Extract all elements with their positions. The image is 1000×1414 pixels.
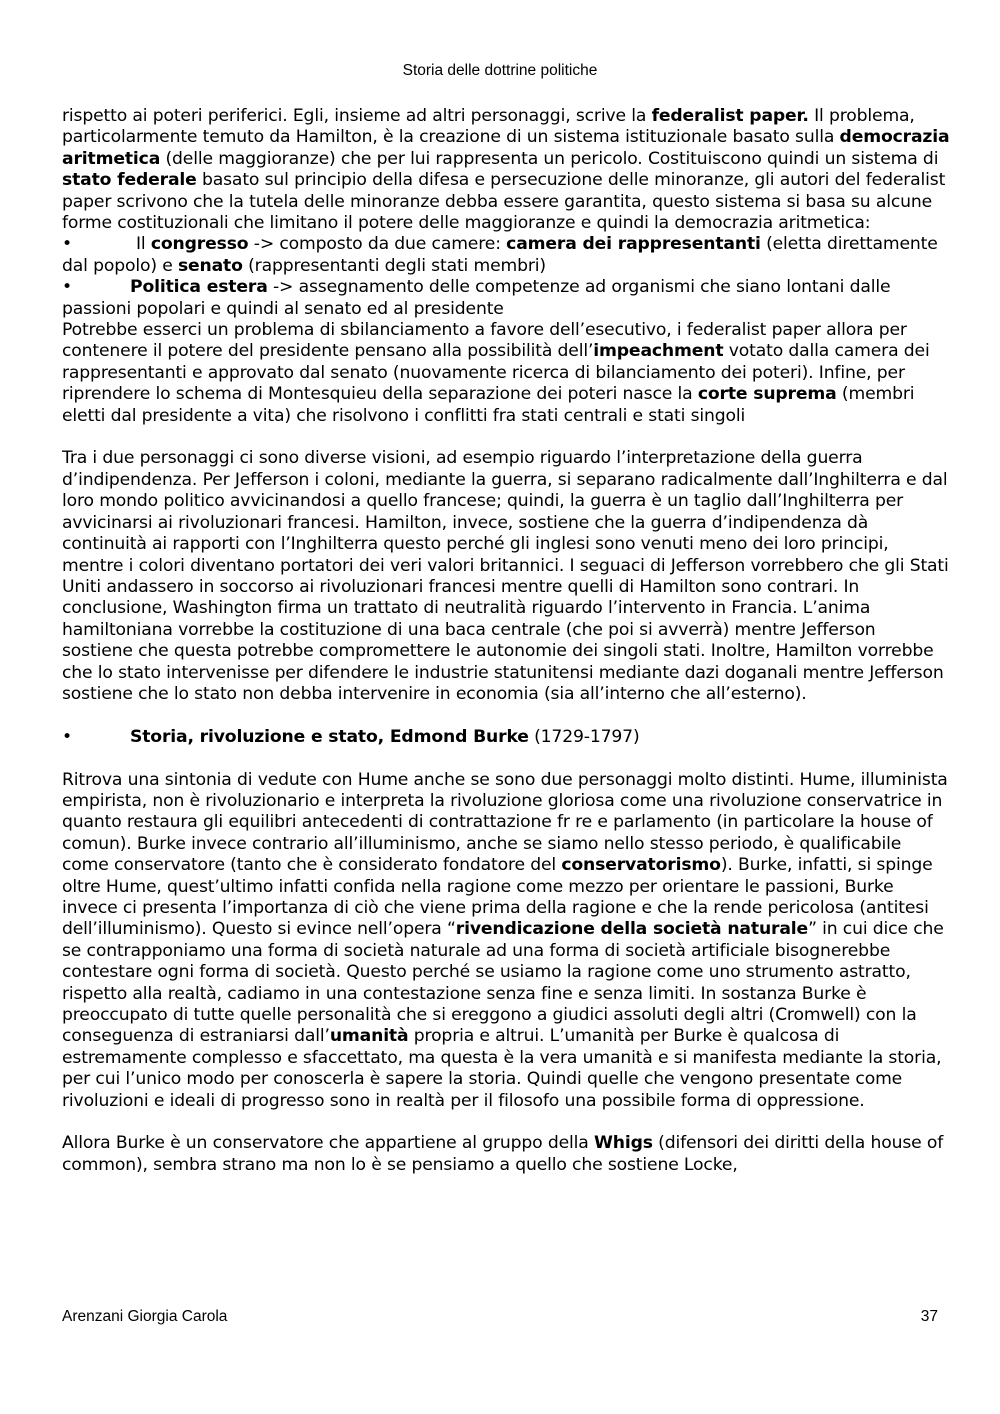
paragraph-jefferson-hamilton: Tra i due personaggi ci sono diverse visioni, ad esempio riguardo l’interpretazione della guerra d’indipendenza. Per Jefferson i coloni, mediante la guerra, si separano radicalmente dall’Inghilterra e dal loro mondo politico avvicinandosi a quello francese; quindi, la guerra è un taglio dall’Inghilterra per avvicinarsi ai rivoluzionari francesi. Hamilton, invece, sostiene che la guerra d’indipendenza dà continuità ai rapporti con l’Inghilterra questo perché gli inglesi sono venuti meno dei loro principi, mentre i colori diventano portatori dei veri valori britannici. I seguaci di Jefferson vorrebbero che gli Stati Uniti andassero in soccorso ai rivoluzionari francesi mentre quelli di Hamilton sono contrari. In conclusione, Washington firma un trattato di neutralità riguardo l’intervento in Francia. L’anima hamiltoniana vorrebbe la costituzione di una baca centrale (che poi si avverrà) mentre Jefferson sostiene che questa potrebbe compromettere le autonomie dei singoli stati. Inoltre, Hamilton vorrebbe che lo stato intervenisse per difendere le industrie statunitensi mediante dazi doganali mentre Jefferson sostiene che lo stato non debba intervenire in economia (sia all’interno che all’esterno). xyxy=(62,448,949,704)
text-span: ). Burke, infatti, si spinge oltre Hume, quest’ultimo infatti confida nella ragione come mezzo per orientare le passioni, Burke invece ci presenta l’importanza di ciò che viene prima della ragione e che la rende pericolosa (antitesi dell’illuminismo). Questo si evince nell’opera “ xyxy=(62,855,933,940)
bold-term: camera dei rappresentanti xyxy=(506,234,761,255)
paragraph-federalist xyxy=(62,106,950,234)
bold-term: stato federale xyxy=(62,170,197,191)
text-span: Allora Burke è un conservatore che appartiene al gruppo della xyxy=(62,1133,594,1154)
paragraph-burke-hume xyxy=(62,770,950,1113)
text-span: basato sul principio della difesa e persecuzione delle minoranze, gli autori del federalist paper scrivono che la tutela delle minoranze debba essere garantita, questo sistema si basa su alcune forme costituzionali che limitano il potere delle maggioranze e quindi la democrazia aritmetica: xyxy=(62,170,946,234)
bold-term: Whigs xyxy=(593,1133,653,1154)
bold-term: Politica estera xyxy=(130,277,268,298)
paragraph-impeachment xyxy=(62,320,950,427)
bold-term: conservatorismo xyxy=(561,855,721,876)
text-span: votato dalla camera dei rappresentanti e approvato dal senato (nuovamente ricerca di bilanciamento dei poteri). Infine, per riprendere lo schema di Montesquieu della separazione dei poteri nasce la xyxy=(62,341,930,405)
bullet-marker: • xyxy=(62,726,72,747)
heading-years: (1729-1797) xyxy=(528,726,640,747)
text-span: -> composto da due camere: xyxy=(248,234,507,255)
text-span: (rappresentanti degli stati membri) xyxy=(242,255,546,276)
paragraph-whigs xyxy=(62,1133,950,1176)
text-span: Ritrova una sintonia di vedute con Hume anche se sono due personaggi molto distinti. Hume, illuminista empirista, non è rivoluzionario e interpreta la rivoluzione gloriosa come una rivoluzione conservatrice in quanto restaura gli equilibri antecedenti di contrattazione fr re e parlamento (in particolare la house of comun). Burke invece contrario all’illuminismo, anche se siamo nello stesso periodo, è qualificabile come conservatore (tanto che è considerato fondatore del xyxy=(62,769,948,876)
page-body xyxy=(62,106,950,1176)
bullet-politica-estera xyxy=(62,277,950,320)
text-span: Il xyxy=(136,234,151,255)
heading-title: Storia, rivoluzione e stato, Edmond Burke xyxy=(130,726,529,747)
footer-author: Arenzani Giorgia Carola xyxy=(62,1308,228,1325)
text-span: (difensori dei diritti della house of common), sembra strano ma non lo è se pensiamo a quello che sostiene Locke, xyxy=(62,1133,944,1175)
section-heading-burke xyxy=(62,727,950,748)
text-span: (membri eletti dal presidente a vita) che risolvono i conflitti fra stati centrali e stati singoli xyxy=(62,384,915,426)
text-span: propria e altrui. L’umanità per Burke è qualcosa di estremamente complesso e sfaccettato, ma questa è la vera umanità e si manifesta mediante la storia, per cui l’unico modo per conoscerla è sapere la storia. Quindi quelle che vengono presentate come rivoluzioni e ideali di progresso sono in realtà per il filosofo una possibile forma di oppressione. xyxy=(62,1026,942,1111)
bullet-marker: • xyxy=(62,234,72,255)
text-span: -> assegnamento delle competenze ad organismi che siano lontani dalle passioni popolari e quindi al senato ed al presidente xyxy=(62,277,891,319)
bullet-congresso xyxy=(62,234,950,277)
text-span: (eletta direttamente dal popolo) e xyxy=(62,234,938,276)
bold-term: rivendicazione della società naturale xyxy=(455,919,809,940)
bullet-marker: • xyxy=(62,277,72,298)
bold-term: impeachment xyxy=(593,341,724,362)
bold-term: federalist paper. xyxy=(651,106,809,126)
page-header: Storia delle dottrine politiche xyxy=(402,62,598,79)
text-span: rispetto ai poteri periferici. Egli, insieme ad altri personaggi, scrive la xyxy=(62,106,652,126)
text-span: ” in cui dice che se contrapponiamo una forma di società naturale ad una forma di società artificiale bisognerebbe contestare ogni forma di società. Questo perché se usiamo la ragione come uno strumento astratto, rispetto alla realtà, cadiamo in una contestazione senza fine e senza limiti. In sostanza Burke è preoccupato di tutte quelle personalità che si ereggono a giudici assoluti degli altri (Cromwell) con la conseguenza di estraniarsi dall’ xyxy=(62,919,944,1047)
footer-page-number: 37 xyxy=(920,1308,938,1325)
bold-term: senato xyxy=(177,255,243,276)
text-span: (delle maggioranze) che per lui rappresenta un pericolo. Costituiscono quindi un sistema di xyxy=(160,148,939,169)
bold-term: corte suprema xyxy=(697,384,837,405)
bold-term: democrazia aritmetica xyxy=(62,127,950,169)
text-span: Potrebbe esserci un problema di sbilanciamento a favore dell’esecutivo, i federalist paper allora per contenere il potere del presidente pensano alla possibilità dell’ xyxy=(62,320,907,362)
bold-term: congresso xyxy=(150,234,249,255)
text-span: Il problema, particolarmente temuto da Hamilton, è la creazione di un sistema istituzionale basato sulla xyxy=(62,106,915,148)
bold-term: umanità xyxy=(329,1026,409,1047)
